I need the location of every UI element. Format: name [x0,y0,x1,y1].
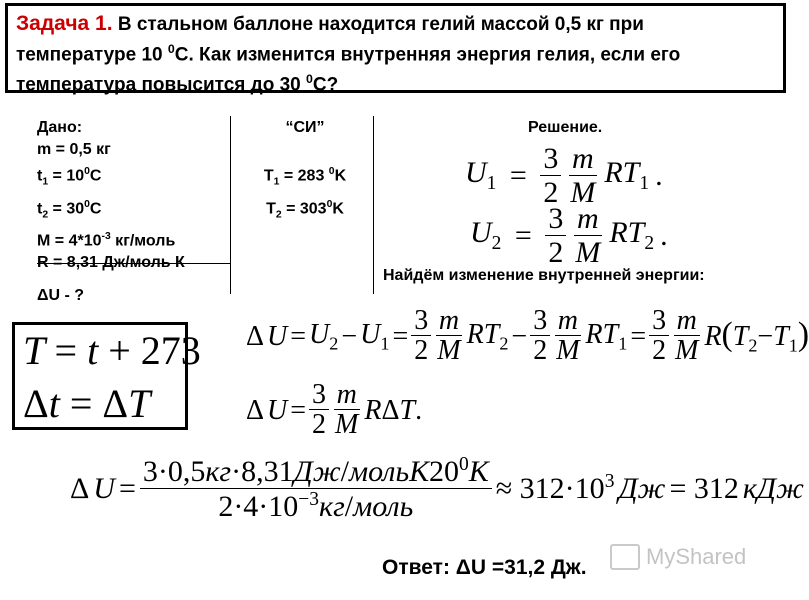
answer-value: ΔU =31,2 Дж. [455,556,587,579]
given-t2 [37,194,237,227]
problem-box [5,3,786,96]
solution-header: Решение. [528,119,603,136]
t2-unit: С [89,199,102,217]
formula-numeric: Δ U = $\frac{3\cdot 0,5кг\cdot 8,31Дж/мольК20^0К}{2\cdot 4\cdot 10^{-3}кг/моль}$ ≈ $312\cdot 10^3$ Дж = 312 кДж [70,454,804,523]
problem-line-2 [16,37,775,67]
si-spacer [245,139,365,161]
T1-value: = 283 [279,167,329,185]
problem-text-3a: температура повысится до 30 [16,74,307,96]
problem-line-3 [16,67,775,97]
problem-title: Задача 1. [16,12,113,35]
column-divider-1 [230,116,231,294]
temperature-relations-box [12,322,201,430]
given-block [37,117,237,274]
t2-sup: 0 [84,198,90,210]
problem-text-3b: С? [312,74,339,96]
degree-sup: 0 [167,42,175,56]
T1-unit: K [334,167,347,185]
given-t1 [37,161,237,194]
T1-sub: 1 [273,176,280,188]
molar-mass-unit: кг/моль [110,232,176,250]
si-T2 [245,194,365,227]
si-T1 [245,161,365,194]
given-divider [37,263,230,264]
T1-sup: 0 [328,166,335,177]
watermark-logo [610,540,770,574]
T2-sub: 2 [275,209,282,221]
T2-value: = 303 [281,199,327,217]
formula-deltaU-short: Δ U = $\frac{3}{2}$ $\frac{m}{M}$ RΔT. [246,379,423,441]
molar-mass-value: M = 4*10 [37,232,102,250]
t1-sub: 1 [42,176,49,188]
given-header: Дано: [37,119,83,136]
given-mass: m = 0,5 кг [37,141,111,158]
given-molar-mass [37,226,237,252]
given-gas-constant: R = 8,31 Дж/моль К [37,254,185,272]
formula-T-from-t: T = t + 273 [23,328,201,373]
si-header: “СИ” [285,119,325,136]
T2-symbol: T [266,199,276,217]
formula-deltaU-expansion: Δ U = $U_2$ − $U_1$ = $\frac{3}{2}$ $\frac{m}{M}$ $RT_2$ − $\frac{3}{2}$ $\frac{m}{M}$ $RT_1$ = $\frac{3}{2}$ $\frac{m}{M}$ $R(T_2-T_1)$ [246,305,809,367]
answer-label: Ответ: [382,556,450,579]
watermark-text: MyShared [646,544,747,569]
given-find: ΔU - ? [37,287,85,304]
si-block [245,117,365,226]
find-change-text: Найдём изменение внутренней энергии: [383,267,705,284]
t1-value: = 10 [48,167,85,185]
answer [382,556,587,580]
molar-mass-exp: -3 [101,231,111,243]
problem-line-1 [16,12,775,37]
T2-unit: K [332,199,344,217]
T2-sup: 0 [326,198,333,210]
t2-symbol: t [37,199,43,217]
t1-symbol: t [37,167,43,185]
problem-text-2b: С. Как изменится внутренняя энергия гелия, если его [174,44,681,66]
formula-U1: $U_1$ = $\frac{3}{2}$ $\frac{m}{M}$ $RT_1$ . [465,142,663,209]
presentation-icon [610,544,640,570]
T1-symbol: T [263,167,274,185]
formula-delta-t: Δt = ΔT [23,381,151,426]
formula-U2: $U_2$ = $\frac{3}{2}$ $\frac{m}{M}$ $RT_2$ . [470,202,668,269]
problem-text-1: В стальном баллоне находится гелий массой 0,5 кг при [117,14,644,35]
t2-value: = 30 [48,199,85,217]
degree-sup: 0 [306,72,313,87]
t1-sup: 0 [84,166,90,177]
problem-text-2a: температуре 10 [16,44,168,66]
column-divider-2 [373,116,374,294]
t1-unit: С [89,167,102,185]
t2-sub: 2 [42,209,49,221]
